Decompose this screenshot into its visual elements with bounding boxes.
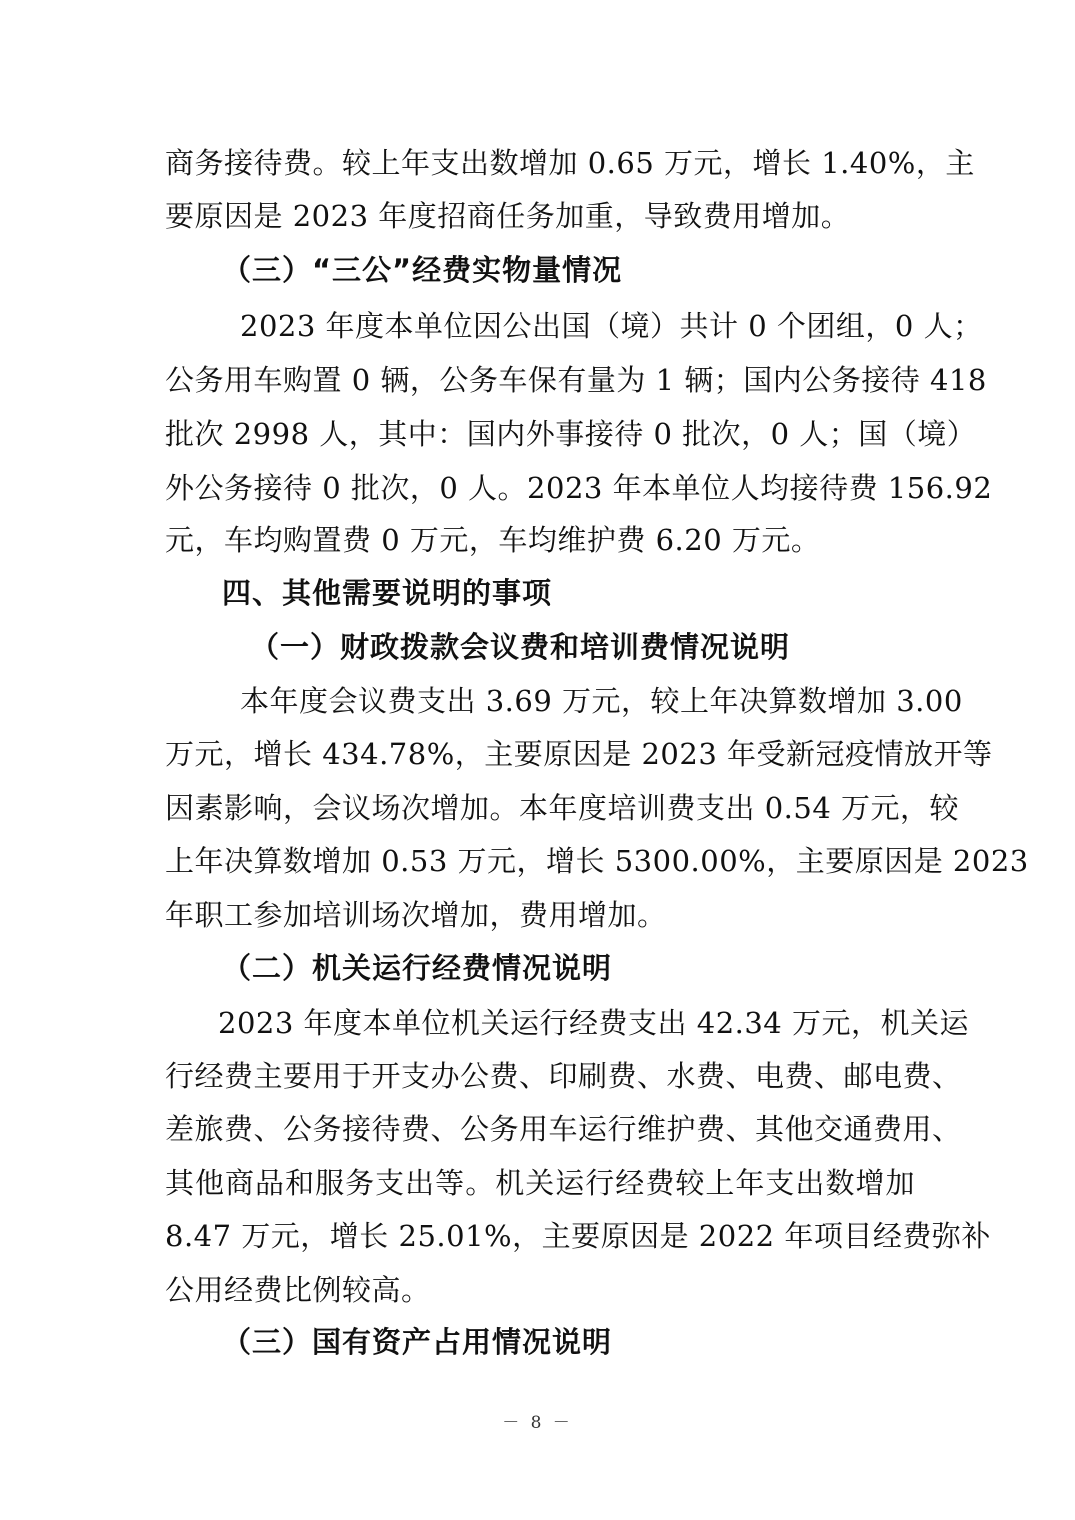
paragraph-a-line-2: 要原因是 2023 年度招商任务加重，导致费用增加。: [165, 199, 851, 233]
section-heading-state-assets: （三）国有资产占用情况说明: [222, 1325, 613, 1359]
section-heading-meeting-training: （一）财政拨款会议费和培训费情况说明: [250, 630, 791, 664]
paragraph-c-line-1: 本年度会议费支出 3.69 万元，较上年决算数增加 3.00: [240, 684, 963, 718]
section-heading-sangong-quantity: （三）“三公”经费实物量情况: [222, 253, 623, 287]
paragraph-d-line-6: 公用经费比例较高。: [165, 1273, 431, 1307]
paragraph-a-line-1: 商务接待费。较上年支出数增加 0.65 万元，增长 1.40%，主: [165, 146, 975, 180]
paragraph-b-line-4: 外公务接待 0 批次，0 人。2023 年本单位人均接待费 156.92: [165, 471, 993, 505]
section-heading-operating-expenses: （二）机关运行经费情况说明: [222, 951, 613, 985]
page-number: － 8 －: [502, 1413, 573, 1433]
paragraph-d-line-1: 2023 年度本单位机关运行经费支出 42.34 万元，机关运: [218, 1006, 969, 1040]
paragraph-b-line-2: 公务用车购置 0 辆，公务车保有量为 1 辆；国内公务接待 418: [165, 363, 987, 397]
paragraph-c-line-3: 因素影响，会议场次增加。本年度培训费支出 0.54 万元，较: [165, 791, 960, 825]
paragraph-c-line-4: 上年决算数增加 0.53 万元，增长 5300.00%，主要原因是 2023: [165, 844, 1029, 878]
paragraph-c-line-5: 年职工参加培训场次增加，费用增加。: [165, 898, 667, 932]
paragraph-d-line-2: 行经费主要用于开支办公费、印刷费、水费、电费、邮电费、: [165, 1059, 962, 1093]
paragraph-d-line-3: 差旅费、公务接待费、公务用车运行维护费、其他交通费用、: [165, 1112, 962, 1146]
paragraph-c-line-2: 万元，增长 434.78%，主要原因是 2023 年受新冠疫情放开等: [165, 737, 993, 771]
paragraph-d-line-4: 其他商品和服务支出等。机关运行经费较上年支出数增加: [165, 1166, 915, 1200]
paragraph-b-line-1: 2023 年度本单位因公出国（境）共计 0 个团组，0 人；: [240, 309, 983, 343]
paragraph-b-line-3: 批次 2998 人，其中：国内外事接待 0 批次，0 人；国（境）: [165, 417, 977, 451]
paragraph-d-line-5: 8.47 万元，增长 25.01%，主要原因是 2022 年项目经费弥补: [165, 1219, 991, 1253]
section-heading-other-matters: 四、其他需要说明的事项: [222, 576, 553, 610]
paragraph-b-line-5: 元，车均购置费 0 万元，车均维护费 6.20 万元。: [165, 523, 821, 557]
